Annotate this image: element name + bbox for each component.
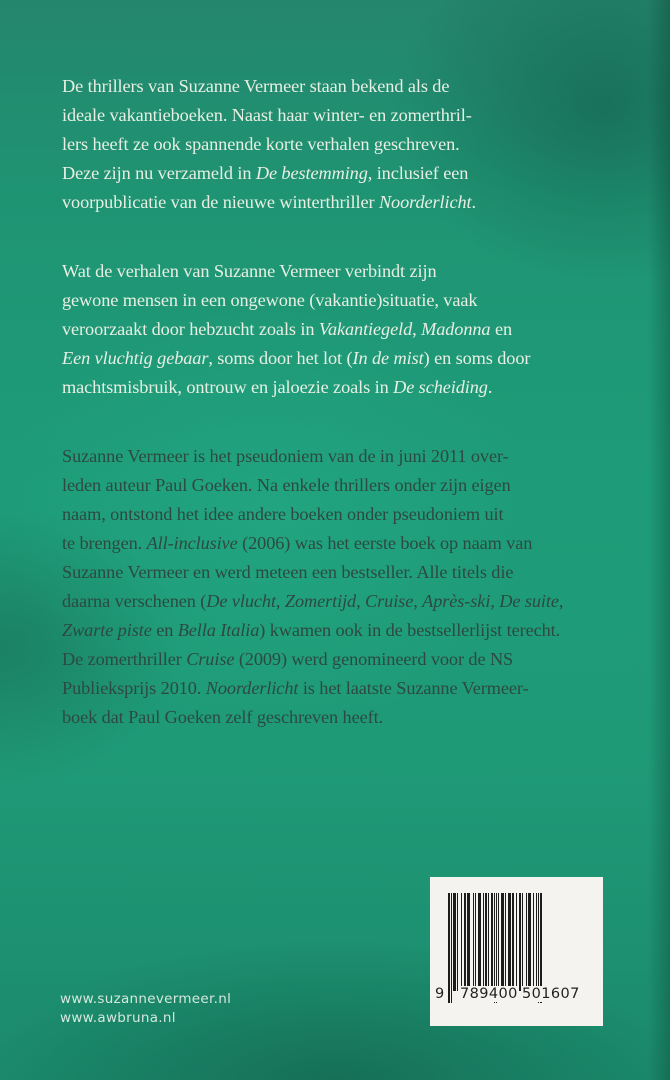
isbn-barcode: 9 789400 501607 [430,877,603,1026]
text-line: gewone mensen in een ongewone (vakantie)situatie, vaak [62,290,478,310]
text-line: daarna verschenen (De vlucht, Zomertijd, Cruise, Après-ski, De suite, [62,591,564,611]
book-title: Noorderlicht [205,678,299,698]
blurb-paragraph-1 [62,72,476,217]
text-line: Suzanne Vermeer en werd meteen een bestseller. Alle titels die [62,562,514,582]
story-title: In de mist [352,348,424,368]
text-line: lers heeft ze ook spannende korte verhalen geschreven. [62,134,460,154]
book-title: Cruise [365,591,414,611]
book-title: Zwarte piste [62,620,152,640]
text-line: Een vluchtig gebaar, soms door het lot (In de mist) en soms door [62,348,531,368]
text-line: Suzanne Vermeer is het pseudoniem van de in juni 2011 over- [62,446,509,466]
text-line: te brengen. All-inclusive (2006) was het eerste boek op naam van [62,533,533,553]
story-title: Vakantiegeld [318,319,413,339]
book-title: All-inclusive [146,533,238,553]
text-line: Publieksprijs 2010. Noorderlicht is het laatste Suzanne Vermeer- [62,678,529,698]
book-title: Zomertijd [284,591,357,611]
text-line: boek dat Paul Goeken zelf geschreven heeft. [62,707,384,727]
text-line: Deze zijn nu verzameld in De bestemming, inclusief een [62,163,469,183]
story-title: De scheiding [393,377,488,397]
book-title: De vlucht [206,591,276,611]
text-line: voorpublicatie van de nieuwe winterthriller Noorderlicht. [62,192,476,212]
cover-edge-shadow [648,0,670,1080]
author-website-link[interactable]: www.suzannevermeer.nl [60,991,232,1007]
story-title: Madonna [421,319,491,339]
text-line: De zomerthriller Cruise (2009) werd genomineerd voor de NS [62,649,514,669]
book-title: De bestemming [255,163,368,183]
text-line: machtsmisbruik, ontrouw en jaloezie zoals in De scheiding. [62,377,493,397]
book-title: Cruise [186,649,235,669]
website-links [60,990,231,1028]
book-title: Après-ski [422,591,491,611]
text-line: De thrillers van Suzanne Vermeer staan bekend als de [62,76,450,96]
author-bio-paragraph [62,442,563,732]
blurb-paragraph-2 [62,257,530,402]
text-line: Zwarte piste en Bella Italia) kwamen ook in de bestsellerlijst terecht. [62,620,561,640]
publisher-website-link[interactable]: www.awbruna.nl [60,1010,176,1026]
text-line: leden auteur Paul Goeken. Na enkele thrillers onder zijn eigen [62,475,511,495]
book-title: De suite [499,591,559,611]
book-title: Noorderlicht [378,192,472,212]
text-line: ideale vakantieboeken. Naast haar winter- en zomerthril- [62,105,472,125]
text-line: veroorzaakt door hebzucht zoals in Vakantiegeld, Madonna en [62,319,512,339]
text-line: naam, ontstond het idee andere boeken onder pseudoniem uit [62,504,504,524]
book-title: Bella Italia [177,620,260,640]
text-line: Wat de verhalen van Suzanne Vermeer verbindt zijn [62,261,437,281]
story-title: Een vluchtig gebaar [62,348,209,368]
